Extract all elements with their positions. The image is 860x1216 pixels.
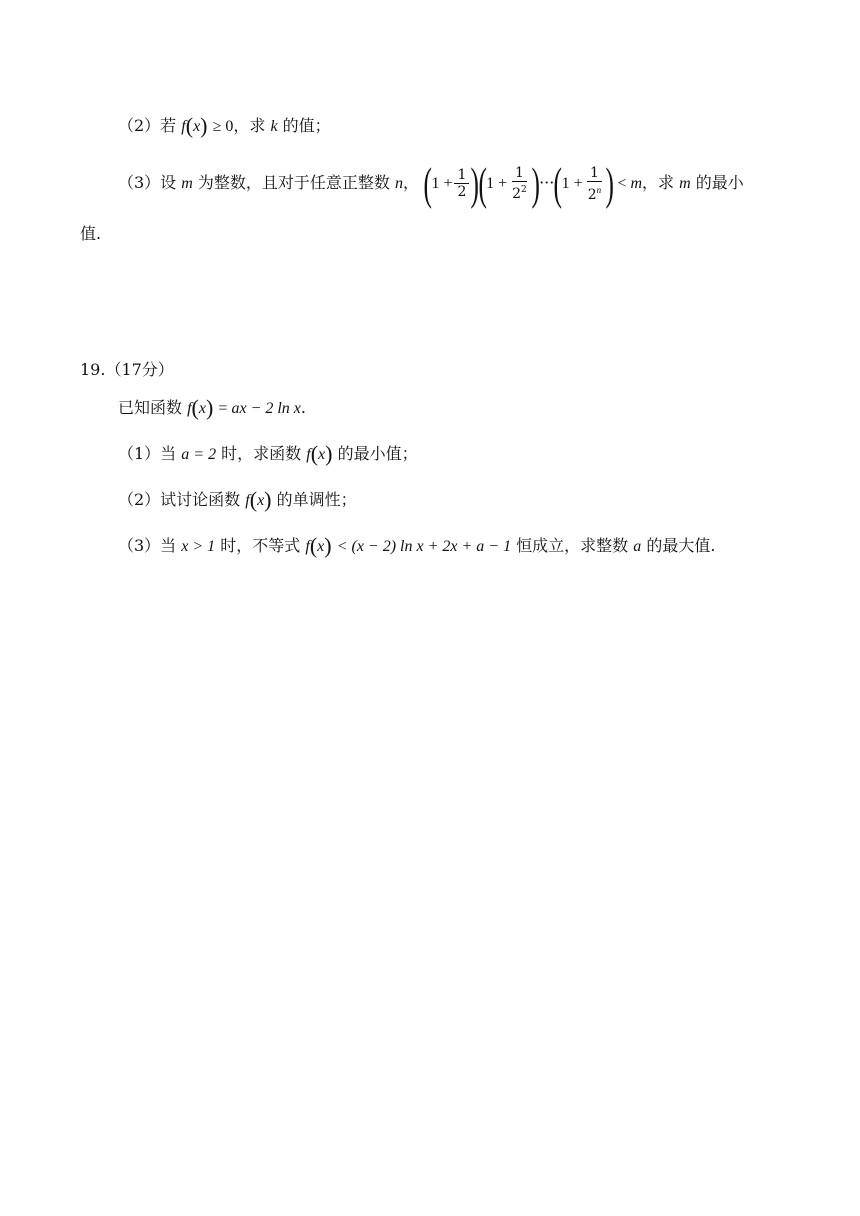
intro-end: .	[300, 398, 306, 417]
p2-rest: 的单调性；	[271, 490, 357, 509]
p3-ineq: < (x − 2) ln x + 2x + a − 1	[336, 538, 512, 555]
var-m-3: m	[679, 175, 691, 192]
dots: ···	[539, 173, 555, 192]
frac-1-2sq: $\frac{1}{2^2}$	[512, 165, 527, 202]
fx-def: f(x)	[187, 395, 214, 420]
q18-part3: （3）设 m 为整数，且对于任意正整数 n， (1 + $\frac{1}{2}$ )(1 + $\frac{1}{2^2}$ )···(1 + $\frac{1}{2^n}$ ) < m，求 m 的最小	[118, 157, 744, 209]
var-m-2: m	[630, 175, 643, 192]
var-n: n	[395, 175, 404, 192]
term3-lead: 1 +	[561, 175, 583, 192]
p1-rest: 时，求函数	[216, 444, 307, 463]
p3-label: （3）当	[118, 536, 182, 555]
q18-part2-tail2: 的值；	[277, 116, 331, 135]
q19-part3	[118, 534, 715, 559]
q19-intro-text: 已知函数	[118, 398, 188, 417]
q18-part2-tail: ，求	[233, 116, 271, 135]
q19-intro: 已知函数 f(x) = ax − 2 ln x.	[118, 395, 306, 420]
q18-part2-label: （2）若	[118, 116, 182, 135]
fx-expr: f(x)	[181, 113, 208, 138]
lt-sign: <	[613, 175, 631, 192]
fx-def-expr: ax − 2 ln x	[231, 400, 301, 417]
q18-part3-after: ，求	[642, 173, 680, 192]
fx-p2: f(x)	[245, 487, 272, 512]
p3-rest2: 恒成立，求整数	[511, 536, 634, 555]
frac-1-2n: $\frac{1}{2^n}$	[587, 164, 602, 203]
term1-lead: 1 +	[431, 175, 453, 192]
var-k: k	[270, 118, 278, 135]
q18-part3-label: （3）设	[118, 173, 182, 192]
product-expr: (1 + $\frac{1}{2}$ )(1 + $\frac{1}{2^2}$ )···(1 + $\frac{1}{2^n}$ )	[423, 157, 615, 209]
term2-lead: 1 +	[486, 175, 508, 192]
q18-part3-after2: 的最小	[690, 173, 744, 192]
q18-part2-ineq: ≥ 0	[212, 118, 234, 135]
var-a: a	[633, 538, 642, 555]
p3-cond: x > 1	[181, 538, 216, 555]
frac-1-2: $\frac{1}{2}$	[454, 167, 469, 200]
q19-part1	[118, 442, 418, 467]
q18-part2	[118, 114, 331, 139]
p1-cond: a = 2	[181, 446, 217, 463]
var-m: m	[181, 175, 193, 192]
p1-rest2: 的最小值；	[332, 444, 418, 463]
fx-p1: f(x)	[306, 441, 333, 466]
q18-part3-cont: 值.	[80, 224, 102, 243]
p3-rest: 时，不等式	[215, 536, 306, 555]
fx-p3: f(x)	[305, 533, 332, 558]
q19-part2	[118, 488, 357, 513]
q19-heading: 19.（17分）	[80, 360, 174, 379]
q18-part3-mid: 为整数，且对于任意正整数	[192, 173, 396, 192]
p2-label: （2）试讨论函数	[118, 490, 246, 509]
p3-rest3: 的最大值.	[641, 536, 716, 555]
p1-label: （1）当	[118, 444, 182, 463]
